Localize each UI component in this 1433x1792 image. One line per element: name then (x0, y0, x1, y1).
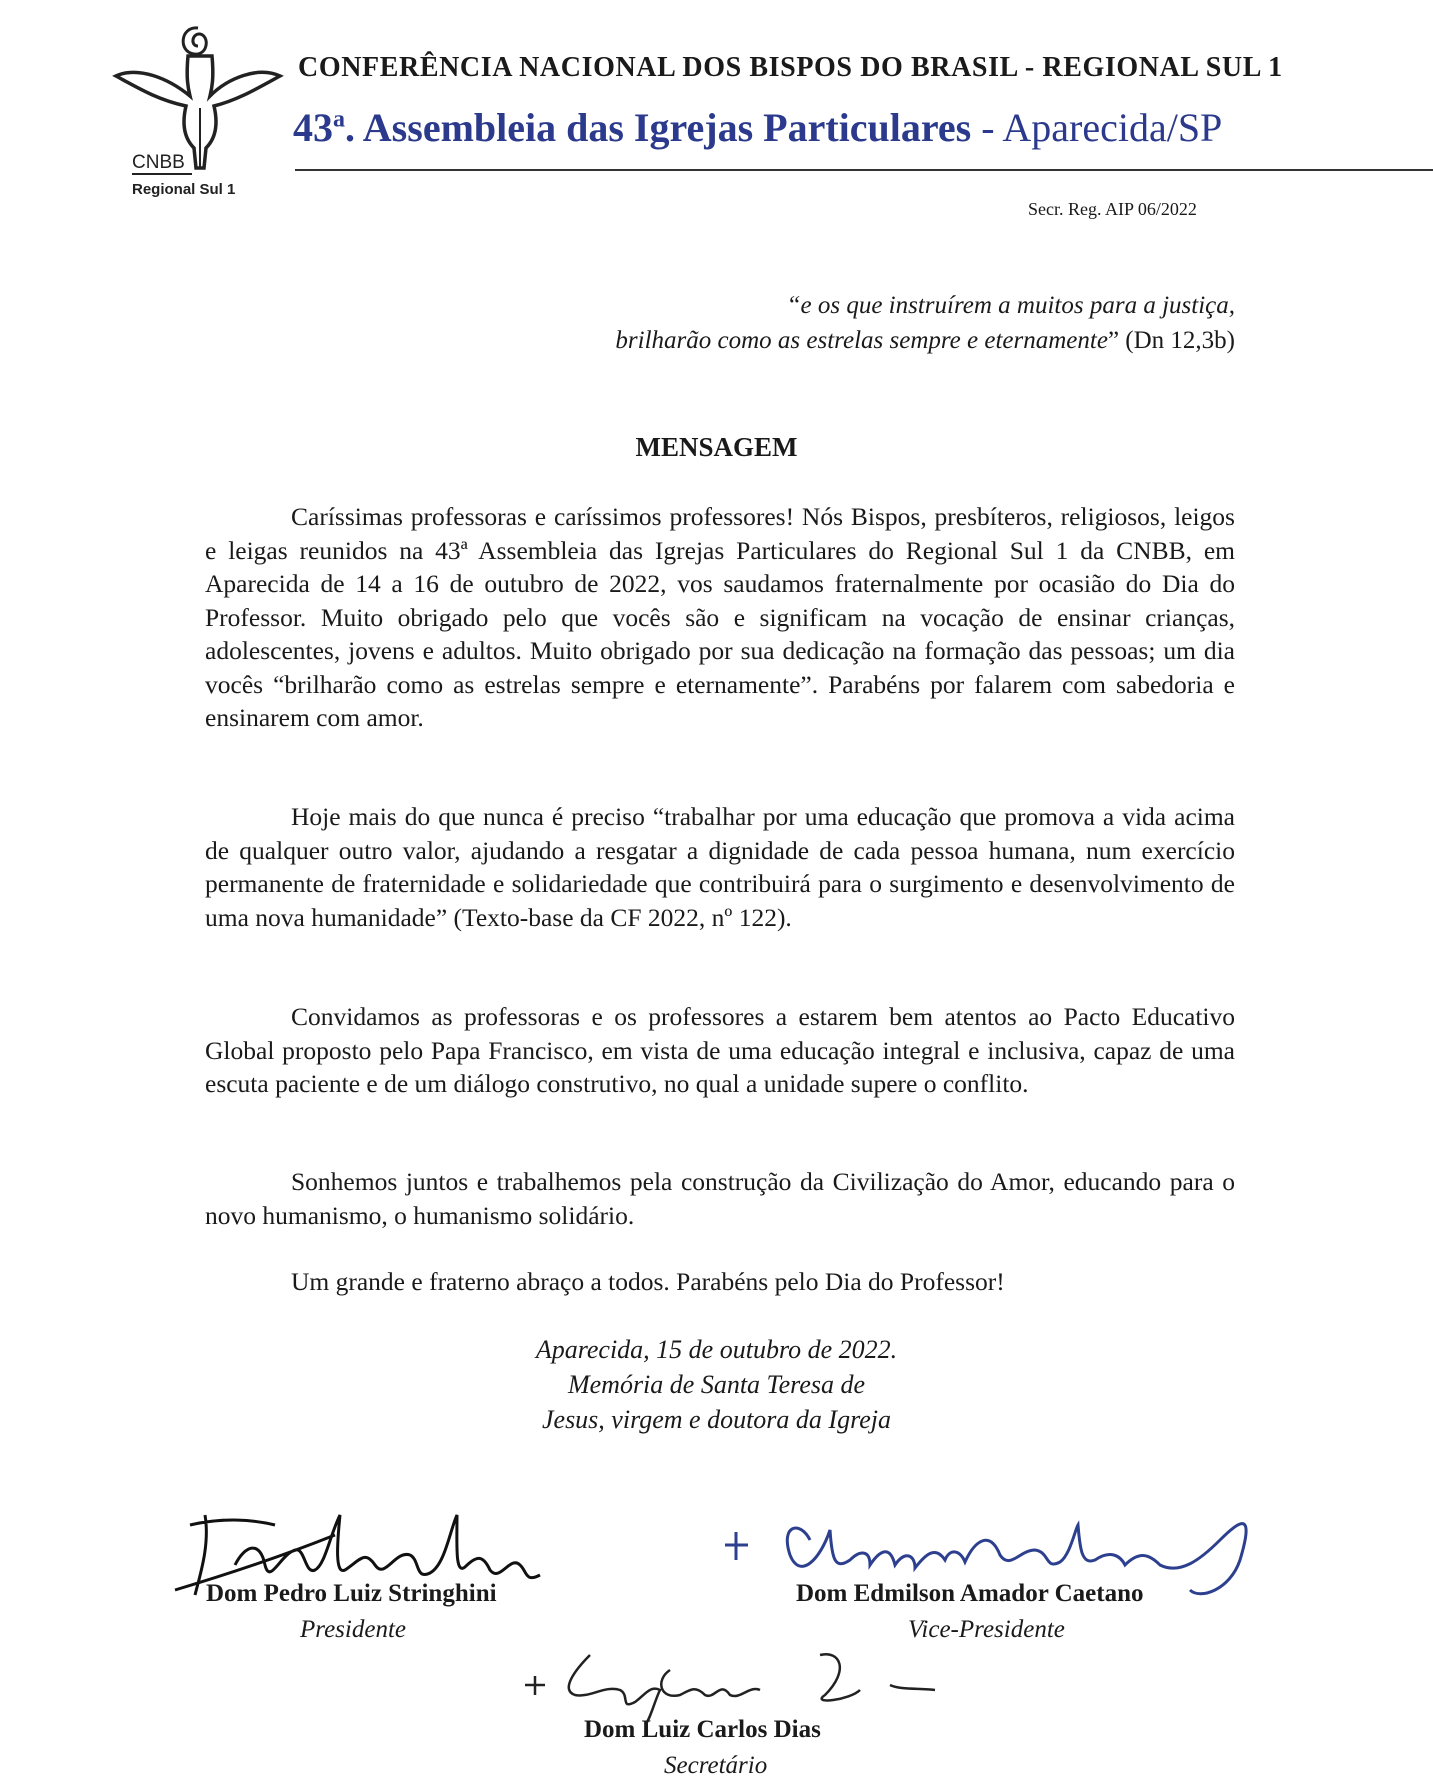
dateline-line-1: Aparecida, 15 de outubro de 2022. (535, 1335, 898, 1364)
signatory-name-3: Dom Luiz Carlos Dias (584, 1716, 821, 1743)
epigraph-line-2-text: brilharão como as estrelas sempre e eternamente (615, 327, 1108, 354)
assembly-name: . Assembleia das Igrejas Particulares (345, 105, 972, 150)
dateline-line-2: Memória de Santa Teresa de (567, 1370, 866, 1399)
document-reference: Secr. Reg. AIP 06/2022 (1028, 199, 1197, 219)
signatory-role-1: Presidente (300, 1616, 406, 1643)
signatory-name-2: Dom Edmilson Amador Caetano (796, 1580, 1144, 1607)
signatory-role-3: Secretário (664, 1752, 768, 1779)
message-paragraph-2: Hoje mais do que nunca é preciso “trabalhar por uma educação que promova a vida acima de qualquer outro valor, ajudando a resgatar a dignidade de cada pessoa humana, num exercício permanente de fraternidade e solidariedade que contribuirá para o surgimento e desenvolvimento de uma nova humanidade” (Texto-base da CF 2022, nº 122). (205, 802, 1235, 932)
assembly-place: - Aparecida/SP (971, 105, 1223, 150)
organization-title: CONFERÊNCIA NACIONAL DOS BISPOS DO BRASIL - REGIONAL SUL 1 (298, 52, 1283, 83)
signatory-role-2: Vice-Presidente (908, 1616, 1065, 1643)
assembly-title (293, 104, 1222, 151)
message-title: MENSAGEM (635, 432, 798, 462)
svg-text:CNBB: CNBB (132, 152, 185, 173)
header-divider (295, 169, 1433, 171)
message-paragraph-5: Um grande e fraterno abraço a todos. Parabéns pelo Dia do Professor! (291, 1267, 1005, 1296)
epigraph-line-2 (615, 323, 1235, 358)
signatory-name-1: Dom Pedro Luiz Stringhini (206, 1580, 497, 1607)
assembly-ordinal: a (333, 106, 345, 133)
epigraph-quote (615, 288, 1235, 358)
dateline (0, 1332, 1433, 1437)
epigraph-line-1: “e os que instruírem a muitos para a justiça, (786, 292, 1235, 319)
signature-dias-icon (520, 1640, 940, 1725)
message-paragraph-1: Caríssimas professoras e caríssimos professores! Nós Bispos, presbíteros, religiosos, leigos e leigas reunidos na 43ª Assembleia das Igrejas Particulares do Regional Sul 1 da CNBB, em Aparecida de 14 a 16 de outubro de 2022, vos saudamos fraternalmente por ocasião do Dia do Professor. Muito obrigado pelo que vocês são e significam na vocação de ensinar crianças, adolescentes, jovens e adultos. Muito obrigado por sua dedicação na formação das pessoas; um dia vocês “brilharão como as estrelas sempre e eternamente”. Parabéns por falarem com sabedoria e ensinarem com amor. (205, 502, 1235, 732)
message-paragraph-3: Convidamos as professoras e os professores a estarem bem atentos ao Pacto Educativo Global proposto pelo Papa Francisco, em vista de uma educação integral e inclusiva, capaz de uma escuta paciente e de um diálogo construtivo, no qual a unidade supere o conflito. (205, 1002, 1235, 1098)
cnbb-dove-logo-icon (108, 8, 288, 198)
assembly-number: 43 (293, 105, 333, 150)
dateline-line-3: Jesus, virgem e doutora da Igreja (541, 1405, 891, 1434)
svg-text:Regional Sul 1: Regional Sul 1 (132, 181, 236, 198)
epigraph-citation: ” (Dn 12,3b) (1107, 327, 1235, 354)
message-paragraph-4: Sonhemos juntos e trabalhemos pela construção da Civilização do Amor, educando para o novo humanismo, o humanismo solidário. (205, 1167, 1235, 1230)
